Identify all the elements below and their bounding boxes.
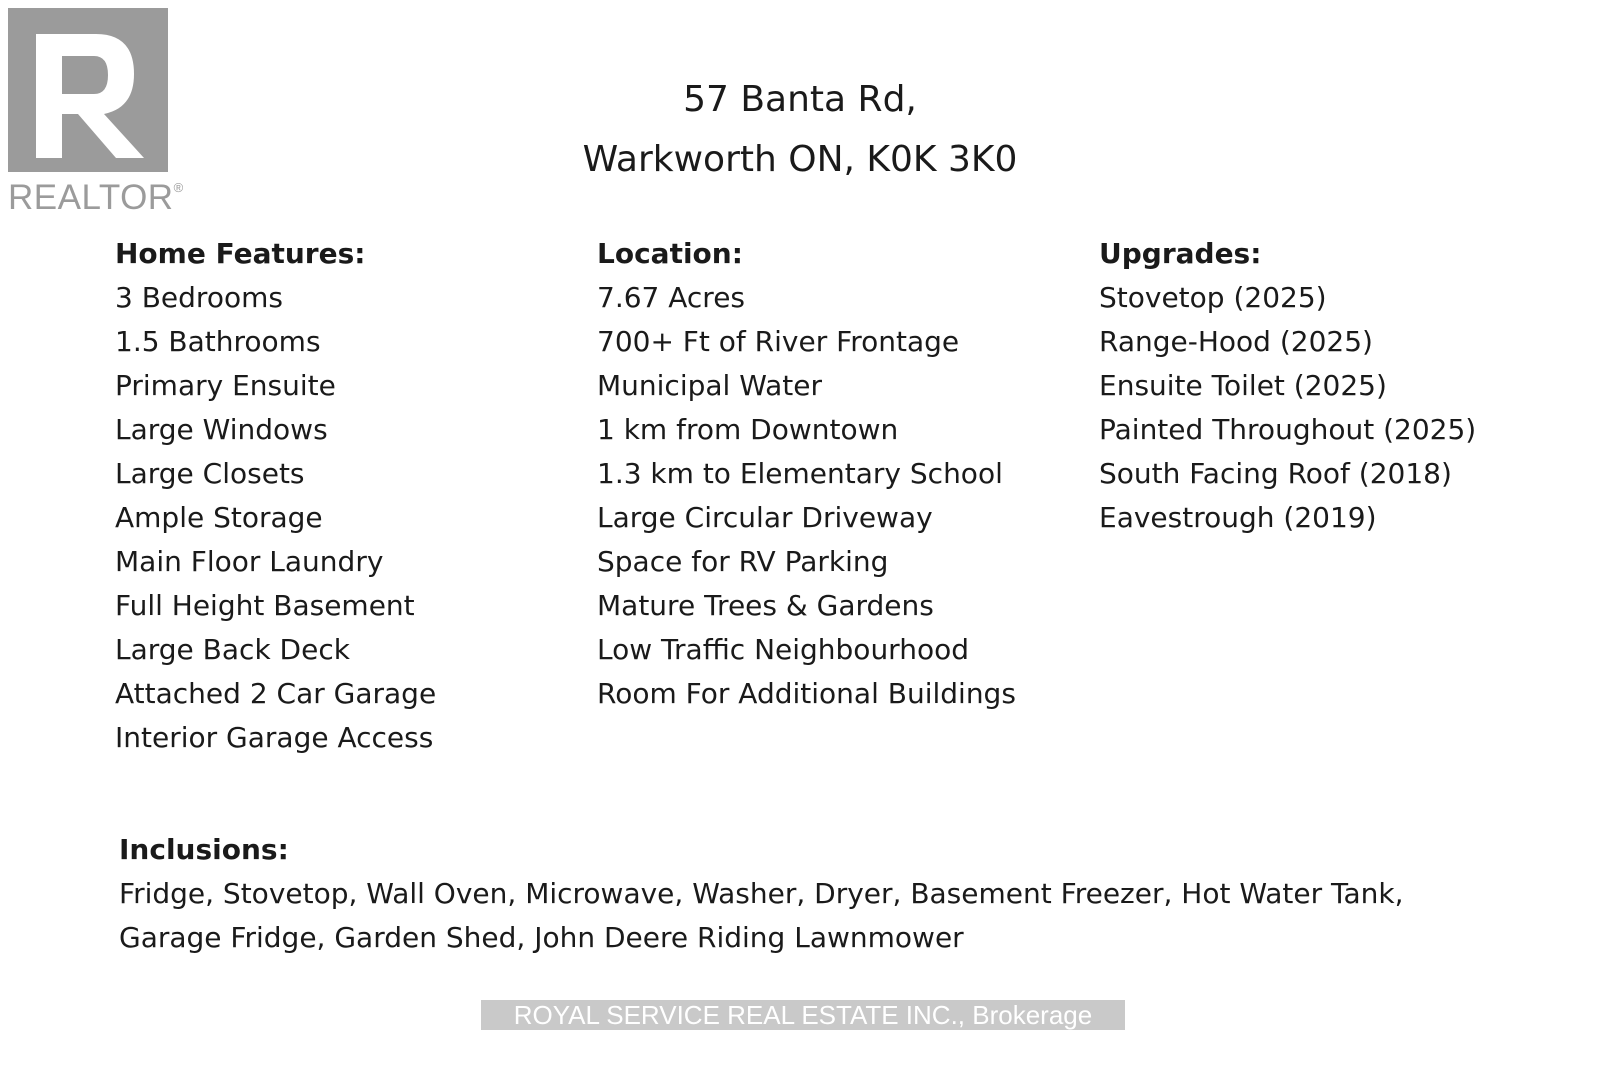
address-city: Warkworth ON, K0K 3K0 xyxy=(582,139,1018,180)
feature-item: Main Floor Laundry xyxy=(115,545,384,578)
feature-item: 3 Bedrooms xyxy=(115,281,283,314)
inclusions-section xyxy=(119,828,1539,960)
upgrade-item: Eavestrough (2019) xyxy=(1099,501,1377,534)
location-item: 1.3 km to Elementary School xyxy=(597,457,1003,490)
inclusions-text-line: Fridge, Stovetop, Wall Oven, Microwave, Washer, Dryer, Basement Freezer, Hot Water Tank, xyxy=(119,877,1404,910)
feature-item: 1.5 Bathrooms xyxy=(115,325,321,358)
home-features-section xyxy=(115,232,436,760)
address-street: 57 Banta Rd, xyxy=(683,79,917,120)
realtor-wordmark-text: REALTOR xyxy=(8,178,174,217)
upgrade-item: South Facing Roof (2018) xyxy=(1099,457,1452,490)
upgrade-item: Range-Hood (2025) xyxy=(1099,325,1373,358)
location-item: Space for RV Parking xyxy=(597,545,889,578)
upgrade-item: Painted Throughout (2025) xyxy=(1099,413,1477,446)
feature-item: Interior Garage Access xyxy=(115,721,434,754)
property-address xyxy=(0,70,1600,190)
registered-mark: ® xyxy=(173,180,184,195)
upgrades-heading: Upgrades: xyxy=(1099,237,1262,270)
feature-item: Attached 2 Car Garage xyxy=(115,677,437,710)
location-list xyxy=(597,276,1016,716)
feature-item: Full Height Basement xyxy=(115,589,415,622)
upgrades-section xyxy=(1099,232,1476,540)
inclusions-heading: Inclusions: xyxy=(119,833,289,866)
feature-item: Large Windows xyxy=(115,413,328,446)
location-item: Municipal Water xyxy=(597,369,822,402)
location-item: 1 km from Downtown xyxy=(597,413,899,446)
feature-item: Ample Storage xyxy=(115,501,323,534)
home-features-heading: Home Features: xyxy=(115,237,366,270)
feature-item: Primary Ensuite xyxy=(115,369,336,402)
location-item: Mature Trees & Gardens xyxy=(597,589,934,622)
inclusions-text-line: Garage Fridge, Garden Shed, John Deere Riding Lawnmower xyxy=(119,921,964,954)
upgrade-item: Stovetop (2025) xyxy=(1099,281,1327,314)
brokerage-watermark: ROYAL SERVICE REAL ESTATE INC., Brokerage xyxy=(481,1000,1125,1030)
location-item: Large Circular Driveway xyxy=(597,501,933,534)
location-section xyxy=(597,232,1016,716)
feature-item: Large Back Deck xyxy=(115,633,350,666)
feature-item: Large Closets xyxy=(115,457,305,490)
home-features-list xyxy=(115,276,436,760)
location-item: Room For Additional Buildings xyxy=(597,677,1016,710)
upgrade-item: Ensuite Toilet (2025) xyxy=(1099,369,1387,402)
location-item: Low Traffic Neighbourhood xyxy=(597,633,969,666)
location-item: 7.67 Acres xyxy=(597,281,746,314)
location-heading: Location: xyxy=(597,237,743,270)
upgrades-list xyxy=(1099,276,1476,540)
location-item: 700+ Ft of River Frontage xyxy=(597,325,960,358)
